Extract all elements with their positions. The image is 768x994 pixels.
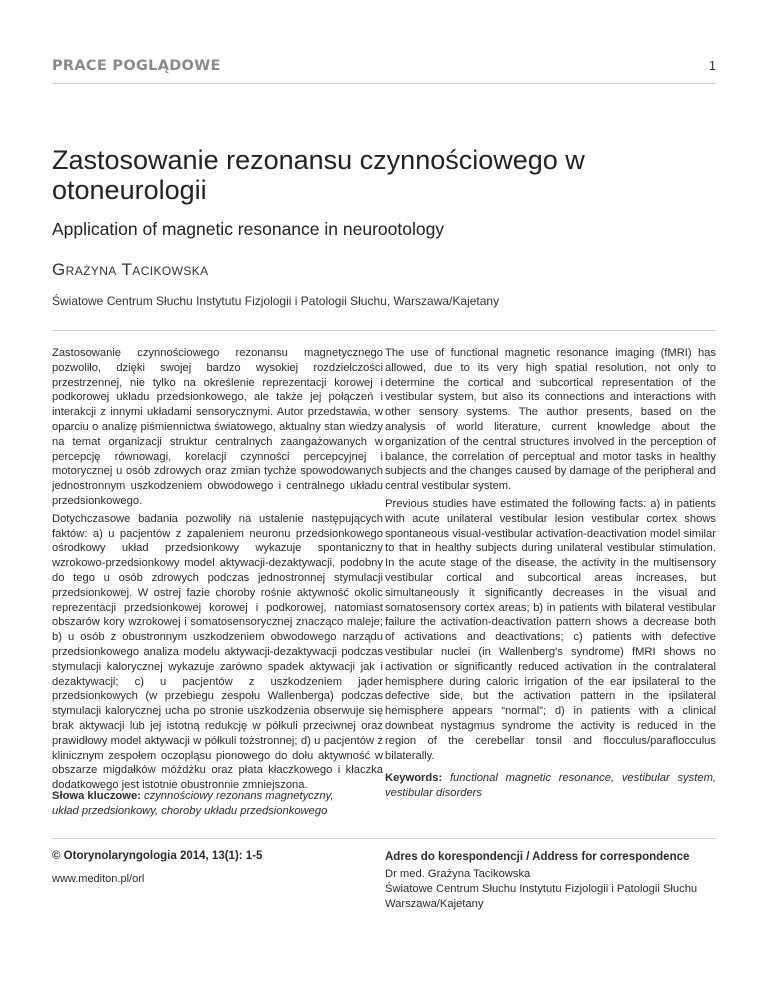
title-divider (52, 330, 716, 331)
journal-citation: © Otorynolaryngologia 2014, 13(1): 1-5 (52, 850, 263, 862)
correspondence-block (385, 850, 725, 912)
abstract-pl-paragraph: Zastosowanie czynnościowego rezonansu magnetycznego pozwoliło, dzięki swojej bardzo wysokiej rozdzielczości przestrzennej, nie tylko na określenie reprezentacji korowej i podkorowej układu przedsionkowego, ale także jej połączeń i interakcji z innymi układami sensorycznymi. Autor przedstawia, w oparciu o analizę piśmiennictwa światowego, aktualny stan wiedzy na temat organizacji struktur centralnych zaangażowanych w percepcję równowagi, korelacji czynności percepcyjnej i motorycznej u osób zdrowych oraz zmian tychże spowodowanych jednostronnym uszkodzeniem obwodowego i centralnego układu przedsionkowego. (52, 347, 383, 507)
keywords-en-text: functional magnetic resonance, vestibular system, vestibular disorders (385, 772, 716, 800)
abstract-en-paragraph: The use of functional magnetic resonance imaging (fMRI) has allowed, due to its very high spatial resolution, not only to determine the cortical and subcortical representation of the vestibular system, but also its connections and interactions with other sensory systems. The author presents, based on the analysis of world literature, current knowledge about the organization of the central structures involved in the perception of balance, the correlation of perceptual and motor tasks in healthy subjects and the changes caused by damage of the peripheral and central vestibular system. (385, 347, 716, 493)
keywords-polish (52, 789, 362, 819)
article-title: Zastosowanie rezonansu czynnościowego w otoneurologii (52, 145, 585, 205)
abstract-english (385, 346, 716, 804)
abstract-pl-paragraph: Dotychczasowe badania pozwoliły na ustalenie następujących faktów: a) u pacjentów z zapaleniem neuronu przedsionkowego ośrodkowy układ przedsionkowy wykazuje spontaniczny wzrokowo-przedsionkowy model aktywacji-dezaktywacji, podobny do tego u osób zdrowych podczas jednostronnej stymulacji przedsionkowej. W ostrej fazie choroby rośnie aktywność okolic reprezentacji przedsionkowej korowej i podkorowej, natomiast obszarów kory wzrokowej i somatosensorycznej znacząco maleje; b) u osób z obustronnym uszkodzeniem obwodowego narządu przedsionkowego analiza modelu aktywacji-dezaktywacji podczas stymulacji kalorycznej wykazuje zarówno spadek aktywacji jak i dezaktywacji; c) u pacjentów z uszkodzeniem jąder przedsionkowych (w przebiegu zespołu Wallenberga) podczas stymulacji kalorycznej ucha po stronie uszkodzenia obserwuje się brak aktywacji lub jej istotną redukcję w półkuli przeciwnej oraz prawidłowy model aktywacji w półkuli tożstronnej; d) u pacjentów z klinicznym zespołem oczopląsu pionowego do dołu aktywność w obszarze migdałków móżdżku oraz płata kłaczkowego i kłaczka dodatkowego jest istotnie obustronnie zmniejszona. (52, 512, 383, 792)
correspondence-city: Warszawa/Kajetany (385, 898, 484, 910)
abstract-en-paragraph: Previous studies have estimated the following facts: a) in patients with acute unilateral vestibular lesion vestibular cortex shows spontaneous visual-vestibular activation-deactivation model similar to that in healthy subjects during unilateral vestibular stimulation. In the acute stage of the disease, the activity in the multisensory vestibular cortical and subcortical areas increases, but simultaneously it significantly decreases in the visual and somatosensory cortex areas; b) in patients with bilateral vestibular failure the activation-deactivation pattern shows a decrease both of activations and deactivations; c) patients with defective vestibular nuclei (in Wallenberg's syndrome) fMRI shows no activation or significantly reduced activation in the contralateral hemisphere during caloric irrigation of the ear ipsilateral to the defective side, but the activation pattern in the ipsilateral hemisphere appears “normal”; d) in patients with a clinical downbeat nystagmus syndrome the activity is reduced in the region of the cerebellar tonsil and flocculus/paraflocculus bilaterally. (385, 497, 716, 762)
page-number: 1 (708, 58, 716, 73)
correspondence-name: Dr med. Grażyna Tacikowska (385, 868, 531, 880)
author-name: Grażyna Tacikowska (52, 260, 209, 279)
article-subtitle: Application of magnetic resonance in neurootology (52, 219, 445, 239)
footer-divider (52, 838, 716, 839)
keywords-english (385, 771, 716, 801)
correspondence-institution: Światowe Centrum Słuchu Instytutu Fizjologii i Patologii Słuchu (385, 883, 698, 895)
header-divider (52, 83, 716, 84)
keywords-en-label: Keywords: (385, 772, 443, 785)
keywords-pl-text: czynnościowy rezonans magnetyczny, układ przedsionkowy, choroby układu przedsionkowego (52, 790, 334, 817)
keywords-pl-label: Słowa kluczowe: (52, 790, 141, 802)
journal-url[interactable]: www.mediton.pl/orl (52, 873, 145, 885)
correspondence-heading: Adres do korespondencji / Address for correspondence (385, 851, 690, 863)
section-label: PRACE POGLĄDOWE (52, 58, 221, 74)
abstract-polish (52, 346, 383, 796)
author-affiliation: Światowe Centrum Słuchu Instytutu Fizjologii i Patologii Słuchu, Warszawa/Kajetany (52, 294, 500, 308)
